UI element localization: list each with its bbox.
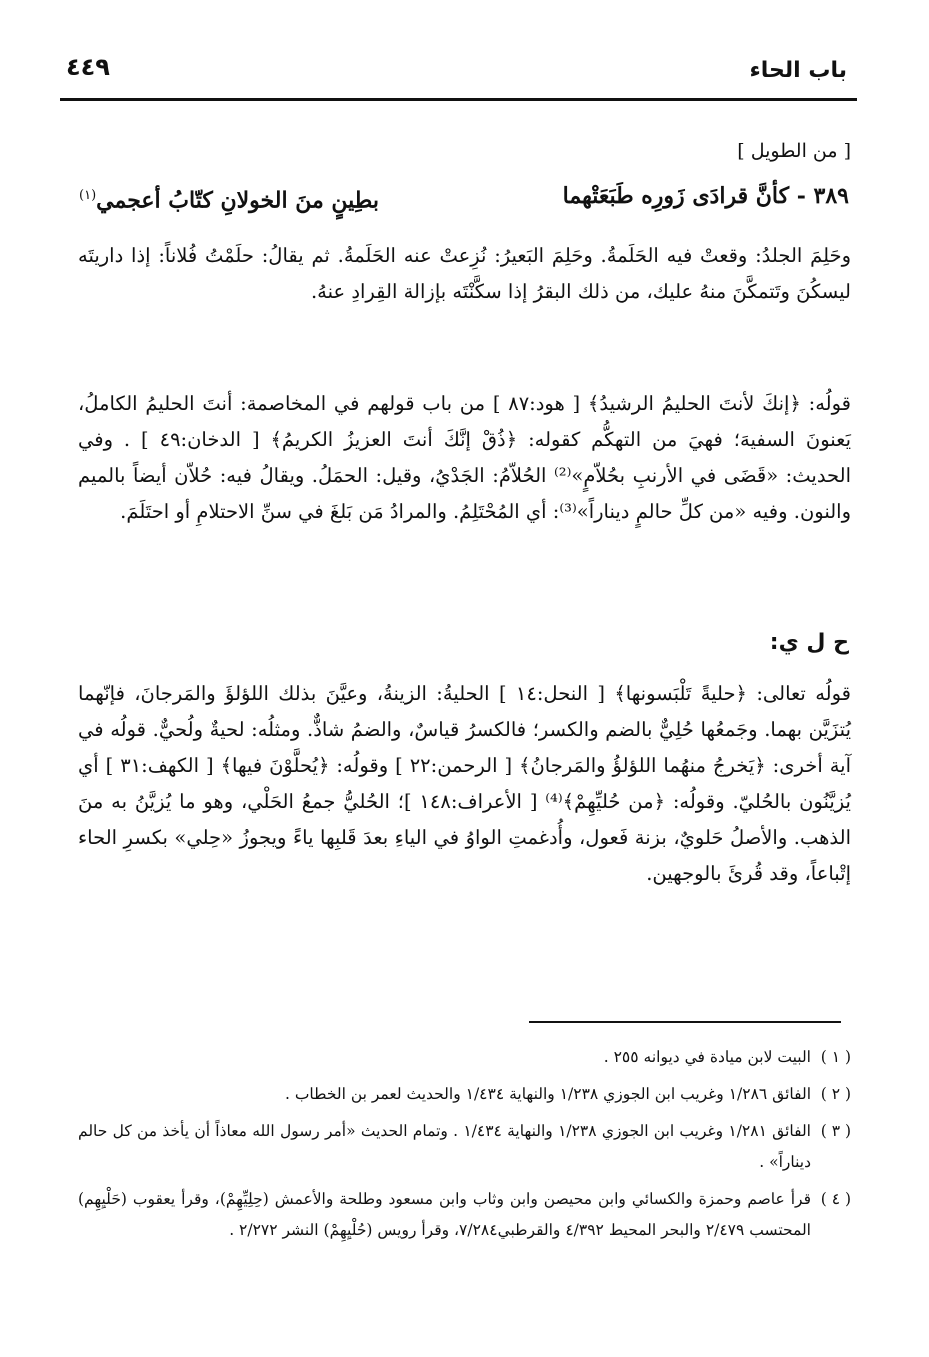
verse-line (79, 176, 849, 216)
footnote-item (78, 1079, 851, 1110)
header-rule (60, 98, 857, 101)
footnote-item (78, 1116, 851, 1178)
footnote-number: ( ٤ ) (820, 1190, 851, 1208)
paragraph-3: قولُه تعالى: ﴿حليةً تَلْبَسونها﴾ [ النحل:١٤ ] الحليةُ: الزينةُ، وعيَّنَ بذلك اللؤلؤَ والمَرجانَ، فإنّهما يُتزَيَّن بهما. وجَمعُها حُلِيٌّ بالضم والكسر؛ فالكسرُ قياسٌ، والضمُ شاذٌّ. ومثلُه: لحيةٌ ولُحيٌّ. قولُه في آية أخرى: ﴿يَخرجُ منهُما اللؤلؤُ والمَرجانُ﴾ [ الرحمن:٢٢ ] وقولُه: ﴿يُحلَّوْنَ فيها﴾ [ الكهف:٣١ ] أي يُزيَّنُون بالحُليّ. وقولُه: ﴿من حُليِّهِمْ﴾⁽⁴⁾ [ الأعراف:١٤٨ ]؛ الحُليُّ جمعُ الحَلْي، وهو ما يُزيَّنُ به منَ الذهب. والأصلُ حَلويٌ، بزنة فَعول، وأُدغمتِ الواوُ في الياءِ بعدَ قَلبِها ياءً ويجوزُ «حِلي» بكسرِ الحاء إتْباعاً، وقد قُرئَ بالوجهين. (78, 682, 851, 885)
footnote-text: الفائق ١/٢٨٦ وغريب ابن الجوزي ١/٢٣٨ والنهاية ١/٤٣٤ والحديث لعمر بن الخطاب . (284, 1085, 811, 1103)
section-heading: ح ل ي: (769, 630, 849, 655)
verse-footnote-ref: (١) (79, 188, 97, 203)
footnote-number: ( ٣ ) (820, 1122, 851, 1140)
footnote-text: قرأ عاصم وحمزة والكسائي وابن محيصن وابن وثاب وابن مسعود وطلحة والأعمش (حِلِيِّهِمْ)، وقرأ يعقوب (حَلْيِهِم) المحتسب ٢/٤٧٩ والبحر المحيط ٤/٣٩٢ والقرطبي٧/٢٨٤، وقرأ رويس (حُلْيِهِمْ) النشر ٢/٢٧٢ . (78, 1190, 811, 1239)
poetic-meter-label: [ من الطويل ] (737, 140, 851, 162)
verse-first-hemistich: ٣٨٩ - كأنَّ قرادَى زَورِه طَبَعَتْهما (562, 183, 849, 209)
footnote-item (78, 1042, 851, 1073)
paragraph-1: وحَلِمَ الجلدُ: وقعتْ فيه الحَلَمةُ. وحَلِمَ البَعيرُ: نُزِعتْ عنه الحَلَمةُ. ثم يقالُ: حلَمْتُ فُلاناً: إذا داريتَه ليسكُنَ وتَتمكَّنَ منهُ عليك، من ذلك البقرُ إذا سكَّنْتَه بإزالة القِرادِ عنهُ. (78, 244, 851, 303)
footnote-item (78, 1184, 851, 1246)
footnote-number: ( ١ ) (820, 1048, 851, 1066)
chapter-title: باب الحاء (749, 58, 847, 83)
paragraph-2: قولُه: ﴿إنكَ لأنتَ الحليمُ الرشيدُ﴾ [ هود:٨٧ ] من باب قولهم في المخاصمة: أنتَ الحليمُ الكاملُ، يَعنونَ السفيهَ؛ فهيَ من التهكُّم كقوله: ﴿ذُقْ إنَّكَ أنتَ العزيزُ الكريمُ﴾ [ الدخان:٤٩ ] . وفي الحديث: «قَضَى في الأرنبِ بحُلاّمٍ»⁽²⁾ الحُلاّمُ: الجَدْيُ، وقيل: الحمَلُ. ويقالُ فيه: حُلاّن أيضاً بالميم والنون. وفيه «من كلِّ حالمٍ ديناراً»⁽³⁾: أي المُحْتَلِمُ. والمرادُ مَن بَلغَ في سنِّ الاحتلامِ أو احتَلَمَ. (78, 392, 851, 523)
footnote-text: الفائق ١/٢٨١ وغريب ابن الجوزي ١/٢٣٨ والنهاية ١/٤٣٤ . وتمام الحديث «أمر رسول الله معاذاً أن يأخذ من كل حالم ديناراً» . (78, 1122, 811, 1171)
footnote-rule (529, 1021, 841, 1023)
footnotes-list (78, 1042, 851, 1252)
page-number: ٤٤٩ (66, 53, 110, 81)
verse-second-hemistich (79, 176, 379, 220)
footnote-number: ( ٢ ) (820, 1085, 851, 1103)
verse-second-hemistich-text: بطِينٍ منَ الخولانِ كتّابُ أعجمي (96, 187, 379, 214)
footnote-text: البيت لابن ميادة في ديوانه ٢٥٥ . (603, 1048, 811, 1066)
